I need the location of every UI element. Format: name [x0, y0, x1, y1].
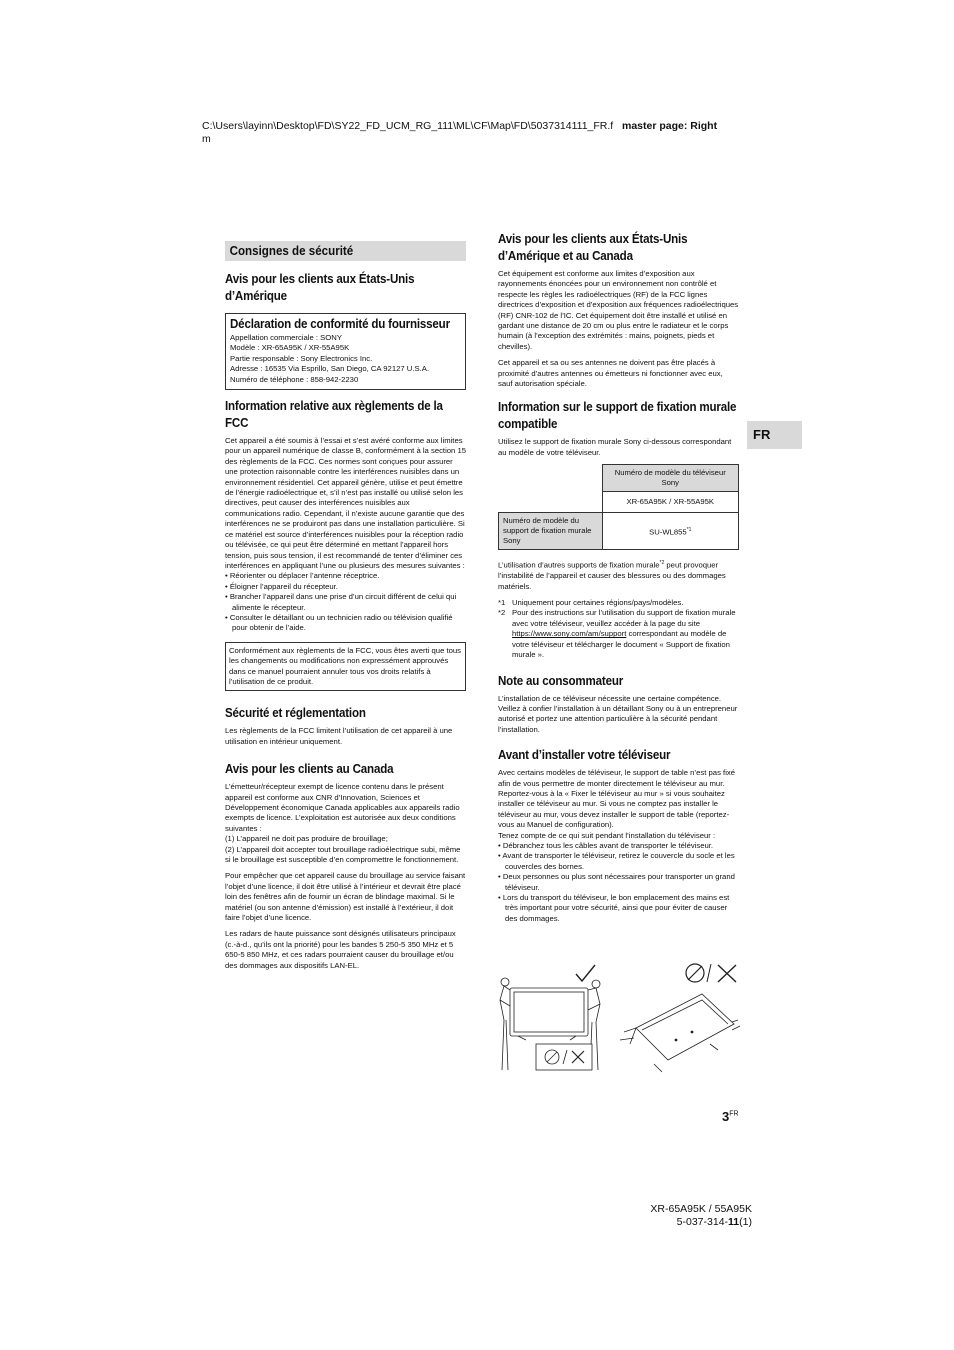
- part-code-a: 5-037-314-: [676, 1216, 729, 1228]
- language-tab: FR: [747, 421, 802, 449]
- part-code: [650, 1216, 752, 1229]
- support-link[interactable]: https://www.sony.com/am/support: [512, 629, 627, 639]
- sdoc-title: Déclaration de conformité du fournisseur: [230, 317, 450, 331]
- fcc-title: Information relative aux règlements de la FCC: [225, 399, 443, 431]
- footnote-text-a: Pour des instructions sur l’utilisation du support de fixation murale avec votre téléviseur, veuillez accéder à la page du site: [512, 608, 736, 628]
- mount-model: SU-WL855: [649, 527, 687, 537]
- canada-p1: L’émetteur/récepteur exempt de licence contenu dans le présent appareil est conforme aux CNR d’Innovation, Sciences et Développement économique Canada applicables aux appareils radio exempts de licence. L’exploitation est autorisée aux deux conditions suivantes :: [225, 782, 460, 833]
- us-notice-title: Avis pour les clients aux États-Unis d’Amérique: [225, 272, 415, 303]
- canada-p1c: (2) L’appareil doit accepter tout brouillage radioélectrique subi, même si le brouillage est susceptible d’en compromettre le fonctionnement.: [225, 844, 461, 865]
- file-path-end: m: [202, 133, 211, 145]
- mount-warning-a: L’utilisation d’autres supports de fixation murale: [498, 560, 660, 570]
- mount-warning-sup: *2: [659, 560, 665, 567]
- safety-text: Les règlements de la FCC limitent l’utilisation de cet appareil à une utilisation en intérieur uniquement.: [225, 726, 453, 746]
- mount-title: Information sur le support de fixation murale compatible: [498, 400, 737, 432]
- page-number: [722, 1109, 739, 1124]
- check-icon: [576, 965, 595, 981]
- section-bar: [225, 241, 466, 261]
- sdoc-box: [225, 313, 466, 390]
- list-item: • Consulter le détaillant ou un technicien radio ou télévision qualifié pour obtenir de l’aide.: [225, 613, 466, 634]
- sdoc-line: Numéro de téléphone : 858-942-2230: [230, 374, 359, 384]
- footnote-text: Uniquement pour certaines régions/pays/modèles.: [512, 598, 684, 608]
- list-item: • Éloigner l’appareil du récepteur.: [225, 582, 466, 592]
- fcc-note: Conformément aux règlements de la FCC, vous êtes averti que tous les changements ou modifications non expressément approuvés dans ce manuel pourraient annuler tous vos droits relatifs à l’utilisation de ce produit.: [229, 645, 462, 686]
- file-path: C:\Users\layinn\Desktop\FD\SY22_FD_UCM_RG_111\ML\CF\Map\FD\5037314111_FR.f: [202, 120, 614, 132]
- sdoc-line: Modèle : XR-65A95K / XR-55A95K: [230, 343, 350, 353]
- master-page-label: master page: Right: [621, 120, 718, 132]
- part-code-b: 11: [728, 1216, 740, 1228]
- list-item: • Deux personnes ou plus sont nécessaires pour transporter un grand téléviseur.: [498, 872, 739, 893]
- sdoc-line: Adresse : 16535 Via Esprillo, San Diego, CA 92127 U.S.A.: [230, 364, 429, 374]
- page-number-value: 3: [722, 1109, 730, 1124]
- table-cell-mount-model: [602, 513, 739, 550]
- footnote-text: [512, 608, 739, 660]
- us-canada-title: Avis pour les clients aux États-Unis d’Amérique et au Canada: [498, 232, 688, 263]
- safety-title: Sécurité et réglementation: [225, 706, 366, 721]
- mount-table: [498, 464, 739, 550]
- footnote-mark: *2: [498, 608, 506, 618]
- before-install-p2: Tenez compte de ce qui suit pendant l’installation du téléviseur :: [498, 830, 716, 840]
- us-canada-p2: Cet appareil et sa ou ses antennes ne doivent pas être placés à proximité d’autres antennes ou émetteurs ni fonctionner avec eux, sauf autorisation spéciale.: [498, 358, 723, 389]
- part-code-c: (1): [739, 1216, 752, 1228]
- fcc-bullets: [225, 571, 466, 633]
- file-path-header: [202, 120, 762, 146]
- table-header-mount: Numéro de modèle du support de fixation murale Sony: [499, 513, 603, 550]
- before-install-title: Avant d’installer votre téléviseur: [498, 748, 671, 763]
- section-title: Consignes de sécurité: [229, 244, 354, 258]
- list-item: • Réorienter ou déplacer l’antenne réceptrice.: [225, 571, 466, 581]
- footnote-text-b: correspondant au modèle de votre téléviseur et télécharger le document « Support de fixation murale ».: [512, 629, 730, 660]
- left-column: [225, 241, 466, 977]
- mount-warning-b: peut provoquer l’instabilité de l’appareil et causer des blessures ou des dommages matériels.: [498, 560, 726, 591]
- wrong-carrying-figure: [620, 994, 740, 1072]
- footnote-2: [498, 608, 739, 660]
- mount-warning: [498, 558, 739, 592]
- before-install-p1: Avec certains modèles de téléviseur, le support de table n’est pas fixé afin de vous permettre de monter directement le téléviseur au mur. Reportez-vous à la « Fixer le téléviseur au mur » si vous souhaitez installer ce téléviseur au mur. Si vous ne comptez pas installer le téléviseur au mur, vous devez installer le support de table (reportez-vous au Manuel de configuration).: [498, 768, 736, 830]
- mount-model-sup: *1: [686, 527, 692, 533]
- canada-p1b: (1) L’appareil ne doit pas produire de brouillage;: [225, 834, 388, 844]
- canada-title: Avis pour les clients au Canada: [225, 762, 394, 777]
- fcc-note-box: [225, 642, 466, 692]
- mount-intro: Utilisez le support de fixation murale Sony ci-dessous correspondant au modèle de votre téléviseur.: [498, 437, 732, 457]
- footnote-mark: *1: [498, 598, 506, 608]
- canada-p2: Pour empêcher que cet appareil cause du brouillage au service faisant l’objet d’une licence, il doit être utilisé à l’intérieur et devrait être placé loin des fenêtres afin de fournir un écran de blindage maximal. Si le matériel (ou son antenne d’émission) est installé à l’extérieur, il doit faire l’objet d’une licence.: [225, 871, 466, 923]
- us-canada-p1: Cet équipement est conforme aux limites d’exposition aux rayonnements énoncées pour un environnement non contrôlé et respecte les règles les radioélectriques (RF) de la FCC lignes directrices d’exposition et d’exposition aux fréquences radioélectriques (RF) CNR-102 de l’IC. Cet équipement doit être installé et utilisé en gardant une distance de 20 cm ou plus entre le radiateur et le corps humain (à l’exception des extrémités : mains, poignets, pieds et chevilles).: [498, 269, 739, 351]
- model-footer: [650, 1203, 752, 1229]
- fcc-text: Cet appareil a été soumis à l’essai et s’est avéré conforme aux limites pour un appareil numérique de classe B, conformément à la section 15 des règlements de la FCC. Ces normes sont conçues pour assurer une protection raisonnable contre les interférences nuisibles dans un environnement résidentiel. Cet appareil génère, utilise et peut émettre de l’énergie radioélectrique et, s’il n’est pas installé ou utilisé selon les directives, peut causer des interférences nuisibles aux communications radio. Cependant, il n’existe aucune garantie que des interférences ne se produiront pas dans une installation particulière. Si ce matériel est source d’interférences nuisibles pour la réception radio ou télévisée, ce qui peut être déterminé en mettant l’appareil hors tension, puis sous tension, il est recommandé de tenter d’éliminer ces interférences en appliquant l’une ou plusieurs des mesures suivantes :: [225, 436, 467, 570]
- right-column: [498, 231, 739, 930]
- table-cell-tv-models: XR-65A95K / XR-55A95K: [602, 492, 739, 513]
- table-header-tv: Numéro de modèle du téléviseur Sony: [602, 465, 739, 492]
- correct-carrying-figure: [500, 978, 600, 1070]
- list-item: • Lors du transport du téléviseur, le bon emplacement des mains est très important pour votre sécurité, ainsi que pour éviter de causer des dommages.: [498, 893, 739, 924]
- page-number-suffix: FR: [729, 1110, 739, 1118]
- consumer-text: L’installation de ce téléviseur nécessite une certaine compétence. Veillez à confier l’installation à un détaillant Sony ou à un entrepreneur autorisé et portez une attention particulière à la sécurité pendant l’installation.: [498, 693, 738, 734]
- canada-p3: Les radars de haute puissance sont désignés utilisateurs principaux (c.-à-d., qu’ils ont la priorité) pour les bandes 5 250-5 350 MHz et 5 650-5 850 MHz, et ces radars pourraient causer du brouillage et/ou des dommages aux dispositifs LAN-EL.: [225, 929, 456, 970]
- list-item: • Avant de transporter le téléviseur, retirez le couvercle du socle et les couvercles des bornes.: [498, 851, 739, 872]
- consumer-title: Note au consommateur: [498, 673, 624, 688]
- tv-carrying-illustration: [496, 960, 741, 1082]
- model-number: XR-65A95K / 55A95K: [650, 1203, 752, 1215]
- list-item: • Débranchez tous les câbles avant de transporter le téléviseur.: [498, 841, 739, 851]
- before-install-bullets: [498, 841, 739, 924]
- sdoc-line: Appellation commerciale : SONY: [230, 333, 342, 342]
- footnote-1: [498, 598, 739, 608]
- list-item: • Brancher l’appareil dans une prise d’un circuit différent de celui qui alimente le récepteur.: [225, 592, 466, 613]
- sdoc-line: Partie responsable : Sony Electronics Inc.: [230, 353, 373, 363]
- prohibited-icon: [686, 964, 736, 982]
